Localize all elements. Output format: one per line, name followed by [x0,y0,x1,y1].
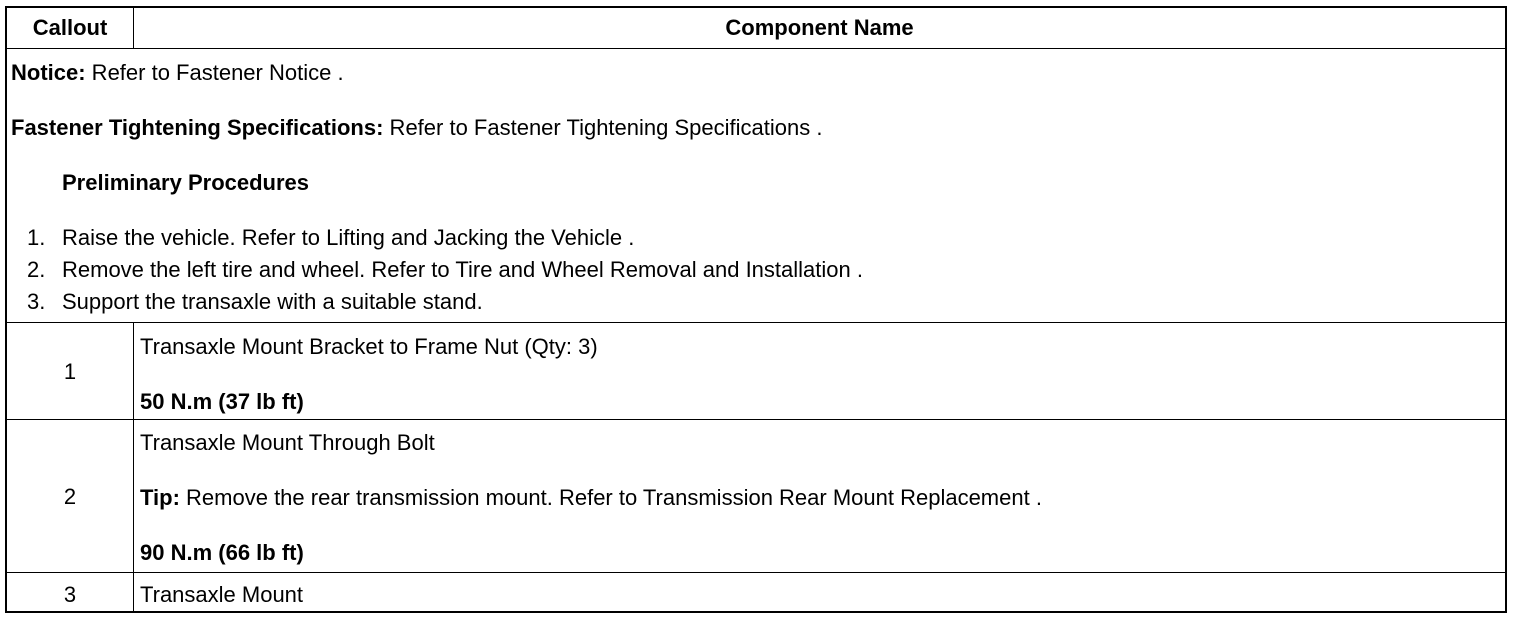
tip-text: Remove the rear transmission mount. Refer to Transmission Rear Mount Replacement . [179,485,1042,510]
table-row [7,323,1505,420]
callout-table [5,6,1507,613]
tip-label: Tip: [140,485,180,510]
spec-line [11,115,822,141]
callout-number: 3 [63,582,77,607]
component-name: Transaxle Mount Bracket to Frame Nut (Qty: 3) [140,334,598,359]
step-text: Raise the vehicle. Refer to Lifting and Jacking the Vehicle . [62,225,635,250]
column-divider [133,323,134,611]
notice-line [11,60,344,86]
torque-spec: 50 N.m (37 lb ft) [140,389,304,414]
torque-spec: 90 N.m (66 lb ft) [140,540,304,565]
callout-number: 2 [63,484,77,509]
spec-text: Refer to Fastener Tightening Specifications . [383,115,823,140]
step-text: Support the transaxle with a suitable stand. [62,289,483,314]
table-header-row [7,8,1505,49]
step-number: 2. [27,257,46,282]
tip-line [140,485,1042,511]
table-row [7,420,1505,573]
step-number: 1. [27,225,46,250]
column-divider [133,8,134,49]
table-row [7,573,1505,611]
header-component-name: Component Name [725,15,914,40]
header-callout: Callout [32,15,108,40]
component-name: Transaxle Mount Through Bolt [140,430,435,455]
notice-label: Notice: [11,60,86,85]
step-text: Remove the left tire and wheel. Refer to Tire and Wheel Removal and Installation . [62,257,863,282]
intro-section [7,49,1505,323]
preliminary-procedures-title: Preliminary Procedures [62,170,310,195]
callout-number: 1 [63,359,77,384]
notice-text: Refer to Fastener Notice . [85,60,344,85]
component-name: Transaxle Mount [140,582,304,607]
spec-label: Fastener Tightening Specifications: [11,115,384,140]
step-number: 3. [27,289,46,314]
